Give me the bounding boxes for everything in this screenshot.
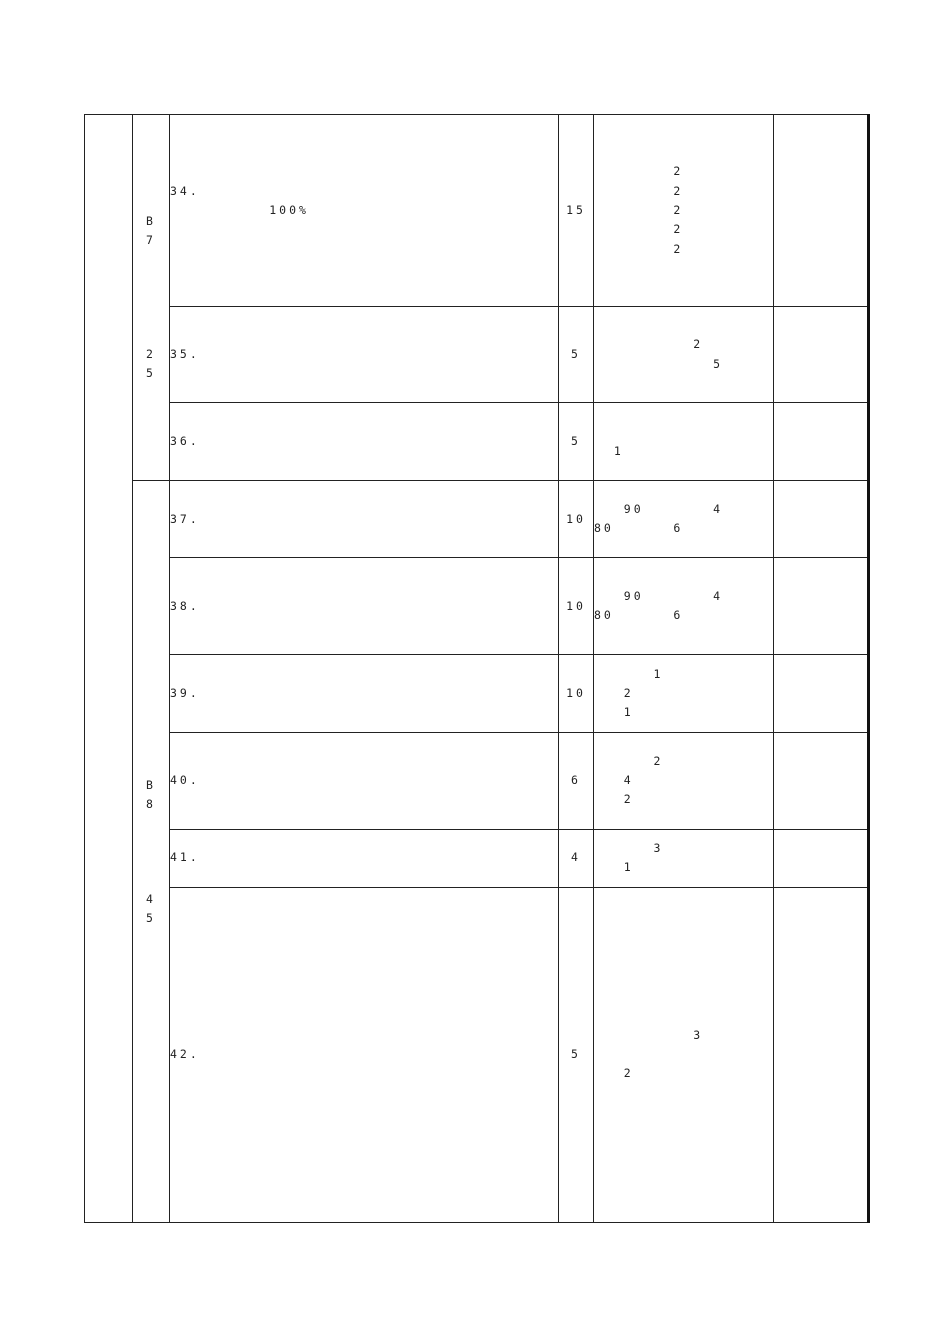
item-cell (170, 115, 559, 307)
item-line: 41. (170, 850, 260, 865)
score-cell: 5 (559, 307, 594, 403)
table-row (85, 307, 869, 403)
rule-line: 2 (594, 202, 684, 217)
item-line: 42. (170, 1047, 230, 1062)
item-line: 40. (170, 772, 260, 787)
table-row (85, 558, 869, 655)
table-row (85, 829, 869, 887)
rule-line: 80 6 (594, 521, 694, 536)
score-cell: 5 (559, 403, 594, 481)
item-line: 34. (170, 183, 210, 198)
table-row (85, 887, 869, 1222)
scoring-rule-cell (594, 887, 774, 1222)
evaluation-table (84, 114, 870, 1223)
table-row (85, 732, 869, 829)
item-line (170, 220, 558, 239)
rule-line (594, 1045, 773, 1064)
method-cell (774, 307, 869, 403)
table-row (85, 655, 869, 732)
rule-line: 4 (594, 772, 664, 787)
table-row (85, 403, 869, 481)
rule-line: 2 (594, 792, 644, 807)
rule-line: 2 (594, 241, 684, 256)
table-row (85, 115, 869, 307)
scoring-rule-cell (594, 558, 774, 655)
item-line: 38. (170, 598, 210, 613)
method-cell (774, 655, 869, 732)
item-cell (170, 307, 559, 403)
item-cell (170, 732, 559, 829)
item-cell (170, 829, 559, 887)
item-line: 100% (170, 202, 309, 217)
category-cell (133, 115, 170, 481)
item-cell (170, 655, 559, 732)
blank-first-column (85, 115, 133, 1223)
scoring-rule-cell (594, 115, 774, 307)
score-cell: 10 (559, 481, 594, 558)
scoring-rule-cell (594, 732, 774, 829)
item-line: 37. (170, 511, 210, 526)
item-line: 39. (170, 685, 210, 700)
rule-line: 2 (594, 164, 684, 179)
category-label: B8 45 (146, 777, 156, 925)
score-cell: 6 (559, 732, 594, 829)
method-cell (774, 481, 869, 558)
score-cell: 10 (559, 655, 594, 732)
scoring-rule-cell (594, 829, 774, 887)
rule-line: 1 (594, 443, 634, 458)
rule-line: 3 (594, 1027, 704, 1042)
category-cell (133, 481, 170, 1223)
method-cell (774, 558, 869, 655)
scoring-rule-cell (594, 403, 774, 481)
rule-line: 2 (594, 1066, 644, 1081)
rule-line: 1 (594, 860, 644, 875)
item-cell (170, 558, 559, 655)
rule-line: 2 (594, 222, 684, 237)
method-cell (774, 887, 869, 1222)
score-cell: 15 (559, 115, 594, 307)
method-cell (774, 115, 869, 307)
scoring-rule-cell (594, 655, 774, 732)
item-cell (170, 403, 559, 481)
score-cell: 10 (559, 558, 594, 655)
item-cell (170, 481, 559, 558)
rule-line: 2 (594, 183, 684, 198)
rule-line: 3 (594, 840, 684, 855)
method-cell (774, 829, 869, 887)
item-line: 36. (170, 434, 210, 449)
item-cell (170, 887, 559, 1222)
item-line: 35. (170, 347, 210, 362)
table-row (85, 481, 869, 558)
rule-line: 2 (594, 753, 694, 768)
score-cell: 4 (559, 829, 594, 887)
category-label: B7 25 (146, 214, 156, 380)
rule-line: 5 (594, 356, 724, 371)
rule-line: 90 4 (594, 502, 724, 517)
scoring-rule-cell (594, 307, 774, 403)
scoring-rule-cell (594, 481, 774, 558)
rule-line: 90 4 (594, 589, 724, 604)
rule-line: 2 (594, 685, 664, 700)
rule-line: 1 (594, 666, 694, 681)
rule-line: 2 (594, 337, 704, 352)
rule-line (594, 422, 773, 441)
score-cell: 5 (559, 887, 594, 1222)
method-cell (774, 403, 869, 481)
rule-line: 1 (594, 705, 644, 720)
method-cell (774, 732, 869, 829)
rule-line: 80 6 (594, 608, 694, 623)
